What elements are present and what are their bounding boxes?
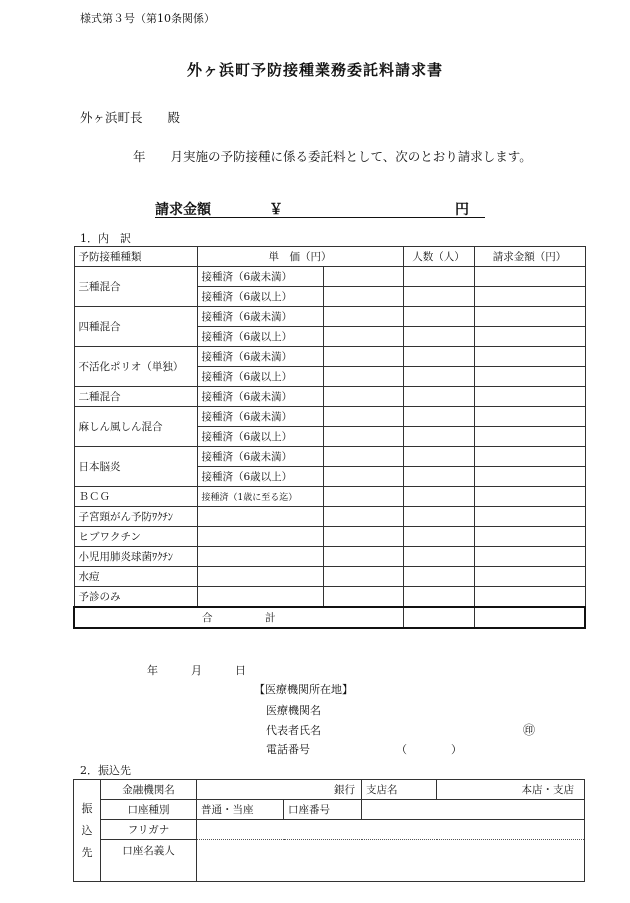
table-row xyxy=(74,487,585,507)
unit-price-cell[interactable] xyxy=(323,307,403,327)
people-cell[interactable] xyxy=(403,427,474,447)
unit-price-cell[interactable] xyxy=(323,267,403,287)
people-cell[interactable] xyxy=(403,467,474,487)
total-row xyxy=(74,607,585,628)
yen-symbol: ￥ xyxy=(269,202,283,218)
people-cell[interactable] xyxy=(403,307,474,327)
subtype-label: 接種済（6歳未満） xyxy=(197,267,323,287)
vaccine-name: 小児用肺炎球菌ﾜｸﾁﾝ xyxy=(74,547,197,567)
subtype-label: 接種済（6歳以上） xyxy=(197,287,323,307)
amount-field[interactable] xyxy=(210,199,450,217)
amount-cell[interactable] xyxy=(474,567,585,587)
amount-cell[interactable] xyxy=(474,287,585,307)
subtype-label: 接種済（6歳未満） xyxy=(197,407,323,427)
header-amount: 請求金額（円） xyxy=(474,247,585,267)
table-row xyxy=(74,547,585,567)
header-vaccine: 予防接種種類 xyxy=(74,247,197,267)
table-row xyxy=(74,567,585,587)
table-row xyxy=(74,587,585,608)
people-cell[interactable] xyxy=(403,527,474,547)
bank-name-field[interactable] xyxy=(197,780,362,800)
vaccine-name: 麻しん風しん混合 xyxy=(74,407,197,447)
amount-cell[interactable] xyxy=(474,547,585,567)
table-header-row xyxy=(74,247,585,267)
form-number: 様式第３号（第10条関係） xyxy=(80,12,215,25)
people-cell[interactable] xyxy=(403,367,474,387)
branch-label: 支店名 xyxy=(362,780,437,800)
holder-field[interactable] xyxy=(197,840,585,882)
vaccine-name: 予診のみ xyxy=(74,587,197,608)
vaccine-name: ＢＣＧ xyxy=(74,487,197,507)
subtype-label: 接種済（6歳以上） xyxy=(197,327,323,347)
amount-underline xyxy=(155,217,485,218)
furigana-label: フリガナ xyxy=(101,820,197,840)
vaccine-name: 水痘 xyxy=(74,567,197,587)
phone-paren: （ ） xyxy=(396,743,462,756)
intro-text: 年 月実施の予防接種に係る委託料として、次のとおり請求します。 xyxy=(133,149,532,164)
people-cell[interactable] xyxy=(403,347,474,367)
unit-price-cell[interactable] xyxy=(323,347,403,367)
total-people-cell[interactable] xyxy=(403,607,474,628)
table-row xyxy=(74,447,585,467)
subtype-cell xyxy=(197,507,323,527)
bank-suffix: 銀行 xyxy=(334,784,355,796)
amount-cell[interactable] xyxy=(474,307,585,327)
unit-price-cell[interactable] xyxy=(323,587,403,608)
people-cell[interactable] xyxy=(403,267,474,287)
table-row xyxy=(74,507,585,527)
people-cell[interactable] xyxy=(403,447,474,467)
amount-cell[interactable] xyxy=(474,267,585,287)
amount-cell[interactable] xyxy=(474,527,585,547)
holder-label: 口座名義人 xyxy=(101,840,197,882)
table-row xyxy=(74,347,585,367)
section2-heading: 2．振込先 xyxy=(80,764,131,777)
amount-unit: 円 xyxy=(455,202,469,218)
amount-cell[interactable] xyxy=(474,367,585,387)
people-cell[interactable] xyxy=(403,507,474,527)
account-number-label: 口座番号 xyxy=(284,800,362,820)
amount-label: 請求金額 xyxy=(155,202,211,218)
subtype-label: 接種済（6歳以上） xyxy=(197,427,323,447)
bank-row xyxy=(74,840,585,882)
breakdown-table xyxy=(73,246,586,629)
people-cell[interactable] xyxy=(403,587,474,608)
unit-price-cell[interactable] xyxy=(323,287,403,307)
date-line: 年 月 日 xyxy=(147,664,246,677)
vaccine-name: 子宮頸がん予防ﾜｸﾁﾝ xyxy=(74,507,197,527)
amount-cell[interactable] xyxy=(474,487,585,507)
amount-cell[interactable] xyxy=(474,467,585,487)
header-people: 人数（人） xyxy=(403,247,474,267)
subtype-label: 接種済（6歳未満） xyxy=(197,387,323,407)
bank-table xyxy=(73,779,585,882)
unit-price-cell[interactable] xyxy=(323,487,403,507)
subtype-cell xyxy=(197,587,323,608)
subtype-cell xyxy=(197,567,323,587)
unit-price-cell[interactable] xyxy=(323,567,403,587)
table-row xyxy=(74,267,585,287)
unit-price-cell[interactable] xyxy=(323,447,403,467)
amount-cell[interactable] xyxy=(474,347,585,367)
amount-cell[interactable] xyxy=(474,447,585,467)
table-row xyxy=(74,387,585,407)
vaccine-name: 二種混合 xyxy=(74,387,197,407)
vaccine-name: 三種混合 xyxy=(74,267,197,307)
subtype-label: 接種済（6歳未満） xyxy=(197,447,323,467)
bank-row xyxy=(74,780,585,800)
subtype-label: 接種済（6歳以上） xyxy=(197,467,323,487)
amount-cell[interactable] xyxy=(474,387,585,407)
branch-type: 本店・支店 xyxy=(521,784,574,796)
unit-price-cell[interactable] xyxy=(323,387,403,407)
subtype-cell xyxy=(197,527,323,547)
subtype-label: 接種済（6歳未満） xyxy=(197,347,323,367)
amount-cell[interactable] xyxy=(474,427,585,447)
account-number-field[interactable] xyxy=(362,800,585,820)
account-type-value[interactable]: 普通・当座 xyxy=(197,800,284,820)
people-cell[interactable] xyxy=(403,567,474,587)
seal-icon: ㊞ xyxy=(523,723,536,737)
institution-name-label: 医療機関名 xyxy=(266,704,321,717)
vaccine-name: 四種混合 xyxy=(74,307,197,347)
unit-price-cell[interactable] xyxy=(323,367,403,387)
people-cell[interactable] xyxy=(403,327,474,347)
amount-cell[interactable] xyxy=(474,507,585,527)
vaccine-name: 不活化ポリオ（単独） xyxy=(74,347,197,387)
vaccine-name: 日本脳炎 xyxy=(74,447,197,487)
bank-name-label: 金融機関名 xyxy=(101,780,197,800)
vaccine-name: ヒブワクチン xyxy=(74,527,197,547)
people-cell[interactable] xyxy=(403,387,474,407)
subtype-label: 接種済（1歳に至る迄） xyxy=(197,487,323,507)
table-row xyxy=(74,527,585,547)
header-unit-price: 単 価（円） xyxy=(197,247,403,267)
unit-price-cell[interactable] xyxy=(323,467,403,487)
amount-cell[interactable] xyxy=(474,327,585,347)
amount-cell[interactable] xyxy=(474,587,585,608)
total-amount-cell[interactable] xyxy=(474,607,585,628)
unit-price-cell[interactable] xyxy=(323,327,403,347)
unit-price-cell[interactable] xyxy=(323,427,403,447)
addressee: 外ヶ浜町長 殿 xyxy=(80,110,181,125)
section1-heading: 1．内 訳 xyxy=(80,232,131,245)
people-cell[interactable] xyxy=(403,487,474,507)
people-cell[interactable] xyxy=(403,407,474,427)
bank-row xyxy=(74,820,585,840)
representative-label: 代表者氏名 xyxy=(266,724,321,737)
furigana-field[interactable] xyxy=(197,820,585,840)
subtype-cell xyxy=(197,547,323,567)
phone-label: 電話番号 xyxy=(266,743,310,756)
table-row xyxy=(74,407,585,427)
bank-row xyxy=(74,800,585,820)
unit-price-cell[interactable] xyxy=(323,407,403,427)
unit-price-cell[interactable] xyxy=(323,507,403,527)
people-cell[interactable] xyxy=(403,547,474,567)
unit-price-cell[interactable] xyxy=(323,547,403,567)
page-title: 外ヶ浜町予防接種業務委託料請求書 xyxy=(186,61,443,79)
table-row xyxy=(74,307,585,327)
account-type-label: 口座種別 xyxy=(101,800,197,820)
amount-cell[interactable] xyxy=(474,407,585,427)
subtype-label: 接種済（6歳未満） xyxy=(197,307,323,327)
institution-location: 【医療機関所在地】 xyxy=(254,683,353,696)
total-label: 合 計 xyxy=(74,607,403,628)
transfer-side-label: 振 込 先 xyxy=(74,780,101,882)
people-cell[interactable] xyxy=(403,287,474,307)
unit-price-cell[interactable] xyxy=(323,527,403,547)
branch-field[interactable] xyxy=(437,780,585,800)
subtype-label: 接種済（6歳以上） xyxy=(197,367,323,387)
